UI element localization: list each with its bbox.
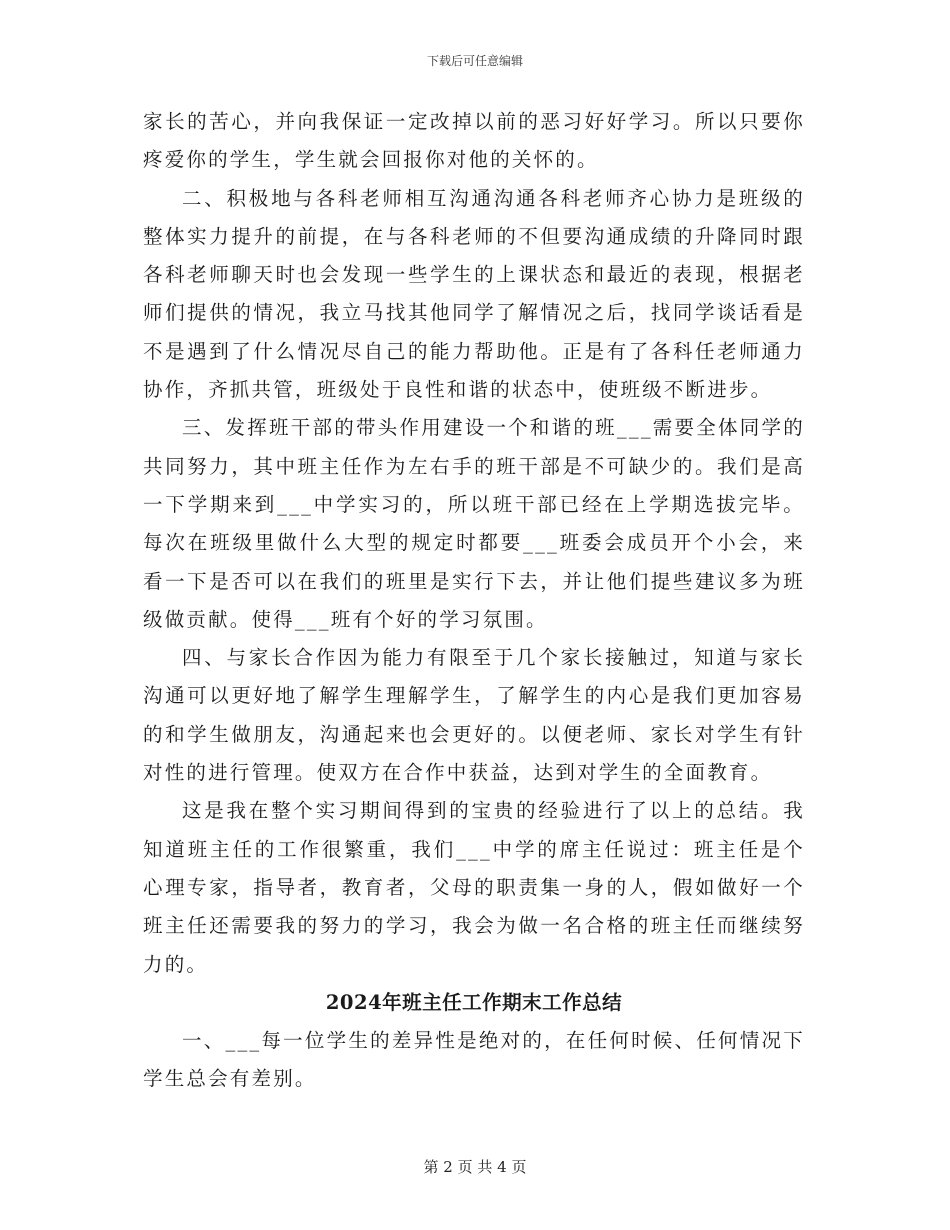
header-note: 下载后可任意编辑 [426,54,523,68]
paragraph-conclusion: 这是我在整个实习期间得到的宝贵的经验进行了以上的总结。我知道班主任的工作很繁重，我们___中学的席主任说过：班主任是个心理专家，指导者，教育者，父母的职责集一身的人，假如做好一个班主任还需要我的努力的学习，我会为做一名合格的班主任而继续努力的。 [143,799,805,976]
paragraph-section-three: 三、发挥班干部的带头作用建设一个和谐的班___需要全体同学的共同努力，其中班主任作为左右手的班干部是不可缺少的。我们是高一下学期来到___中学实习的，所以班干部已经在上学期选拔完毕。每次在班级里做什么大型的规定时都要___班委会成员开个小会，来看一下是否可以在我们的班里是实行下去，并让他们提些建议多为班级做贡献。使得___班有个好的学习氛围。 [143,416,805,631]
paragraph-continuation: 家长的苦心，并向我保证一定改掉以前的恶习好好学习。所以只要你疼爱你的学生，学生就会回报你对他的关怀的。 [143,110,805,172]
paragraph-section-two: 二、积极地与各科老师相互沟通沟通各科老师齐心协力是班级的整体实力提升的前提，在与各科老师的不但要沟通成绩的升降同时跟各科老师聊天时也会发现一些学生的上课状态和最近的表现，根据老师们提供的情况，我立马找其他同学了解情况之后，找同学谈话看是不是遇到了什么情况尽自己的能力帮助他。正是有了各科任老师通力协作，齐抓共管，班级处于良性和谐的状态中，使班级不断进步。 [143,186,805,402]
section-title: 2024年班主任工作期末工作总结 [325,990,623,1014]
page-number-footer: 第 2 页 共 4 页 [423,1158,527,1176]
paragraph-new-section-one: 一、___每一位学生的差异性是绝对的，在任何时候、任何情况下学生总会有差别。 [143,1029,805,1091]
document-body [143,103,805,1099]
paragraph-section-four: 四、与家长合作因为能力有限至于几个家长接触过，知道与家长沟通可以更好地了解学生理解学生，了解学生的内心是我们更加容易的和学生做朋友，沟通起来也会更好的。以便老师、家长对学生有针对性的进行管理。使双方在合作中获益，达到对学生的全面教育。 [143,646,805,785]
